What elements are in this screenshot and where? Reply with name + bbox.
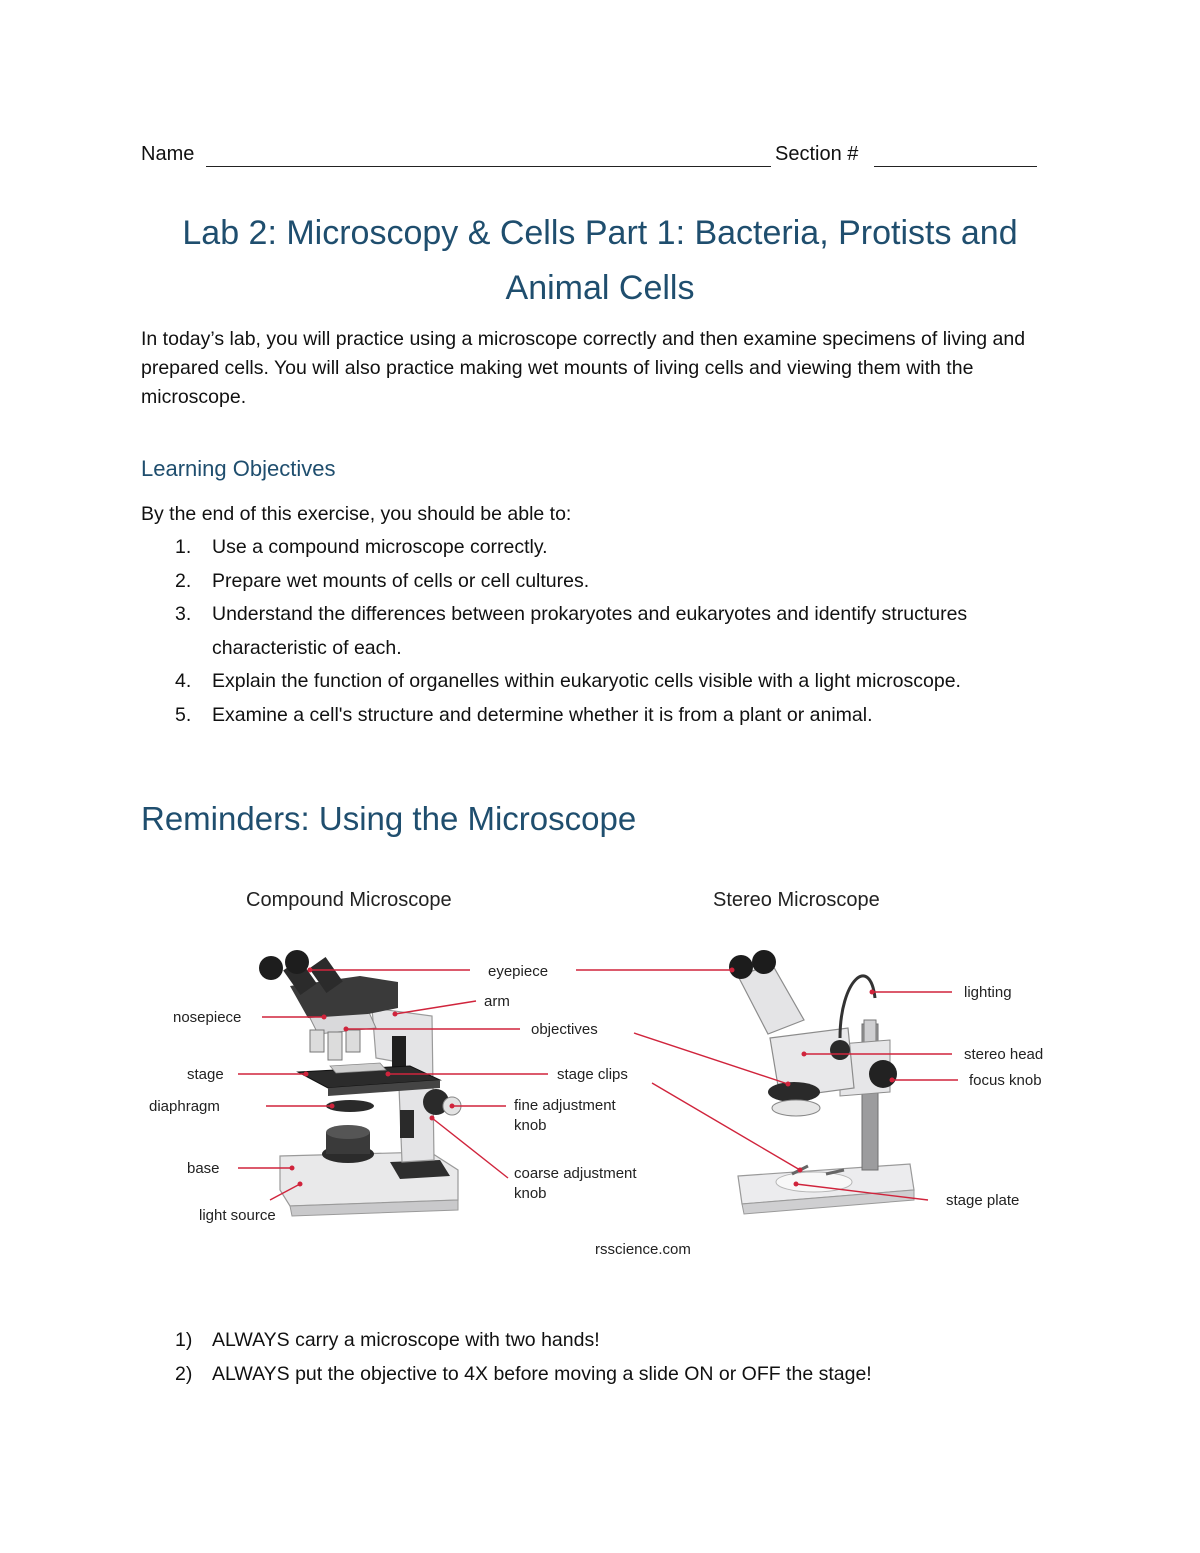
- reminders-list: [141, 1323, 1041, 1391]
- list-item: [141, 598, 1041, 665]
- microscope-diagram: [140, 870, 1070, 1270]
- label-diaphragm: diaphragm: [149, 1098, 220, 1115]
- label-coarse-adjustment: coarse adjustment: [514, 1165, 637, 1182]
- label-focus-knob: focus knob: [969, 1072, 1042, 1089]
- list-number: 2): [175, 1363, 193, 1385]
- list-text: Prepare wet mounts of cells or cell cultures.: [212, 569, 590, 592]
- label-stage-plate: stage plate: [946, 1192, 1020, 1209]
- label-fine-adjustment-knob: knob: [514, 1117, 547, 1134]
- list-item: [141, 1357, 1041, 1391]
- list-number: 1.: [175, 536, 192, 558]
- list-text: ALWAYS put the objective to 4X before moving a slide ON or OFF the stage!: [212, 1363, 872, 1385]
- label-lighting: lighting: [964, 984, 1012, 1001]
- list-number: 2.: [175, 569, 192, 592]
- stereo-microscope-illustration: [729, 950, 914, 1214]
- list-number: 5.: [175, 703, 192, 726]
- section-blank-line[interactable]: [874, 166, 1037, 167]
- label-light-source: light source: [199, 1207, 276, 1224]
- list-number: 4.: [175, 670, 192, 692]
- figure-credit: rsscience.com: [595, 1241, 691, 1258]
- microscope-diagram-svg: [140, 870, 1070, 1270]
- list-text: ALWAYS carry a microscope with two hands!: [212, 1329, 600, 1351]
- list-text: Examine a cell's structure and determine whether it is from a plant or animal.: [212, 703, 873, 726]
- list-item: [141, 699, 1041, 733]
- page-title: [100, 206, 1100, 316]
- label-stage: stage: [187, 1066, 224, 1083]
- list-text: Explain the function of organelles within eukaryotic cells visible with a light microscope.: [212, 670, 961, 692]
- name-blank-line[interactable]: [206, 166, 771, 167]
- list-number: 3.: [175, 603, 192, 625]
- list-item: [141, 565, 1041, 599]
- compound-microscope-title: Compound Microscope: [246, 889, 452, 911]
- learning-objectives-heading: Learning Objectives: [141, 456, 336, 481]
- label-stage-clips: stage clips: [557, 1066, 628, 1083]
- intro-paragraph: In today’s lab, you will practice using a microscope correctly and then examine specimens of living and prepared cells. You will also practice making wet mounts of living cells and viewing them with the microscope.: [141, 328, 1026, 408]
- list-number: 1): [175, 1329, 193, 1351]
- reminders-heading: Reminders: Using the Microscope: [141, 800, 637, 837]
- label-eyepiece: eyepiece: [488, 963, 549, 980]
- title-line-1: Lab 2: Microscopy & Cells Part 1: Bacteria, Protists and: [182, 214, 1018, 252]
- label-objectives: objectives: [531, 1021, 598, 1038]
- section-label: Section #: [775, 143, 859, 165]
- label-coarse-adjustment-knob: knob: [514, 1185, 547, 1202]
- label-arm: arm: [484, 993, 510, 1010]
- stereo-microscope-title: Stereo Microscope: [713, 889, 880, 911]
- label-base: base: [187, 1160, 220, 1177]
- compound-microscope-illustration: [259, 950, 461, 1216]
- label-nosepiece: nosepiece: [173, 1009, 242, 1026]
- label-fine-adjustment: fine adjustment: [514, 1097, 616, 1114]
- list-item: [141, 1323, 1041, 1357]
- list-text: Use a compound microscope correctly.: [212, 536, 548, 558]
- objectives-lead: By the end of this exercise, you should be able to:: [141, 503, 572, 525]
- objectives-list: [141, 531, 1041, 732]
- label-stereo-head: stereo head: [964, 1046, 1044, 1063]
- name-section-row: [141, 143, 1041, 171]
- list-item: [141, 531, 1041, 565]
- name-label: Name: [141, 143, 195, 165]
- title-line-2: Animal Cells: [505, 269, 695, 307]
- list-text: Understand the differences between prokaryotes and eukaryotes and identify structures characteristic of each.: [212, 603, 968, 659]
- list-item: [141, 665, 1041, 699]
